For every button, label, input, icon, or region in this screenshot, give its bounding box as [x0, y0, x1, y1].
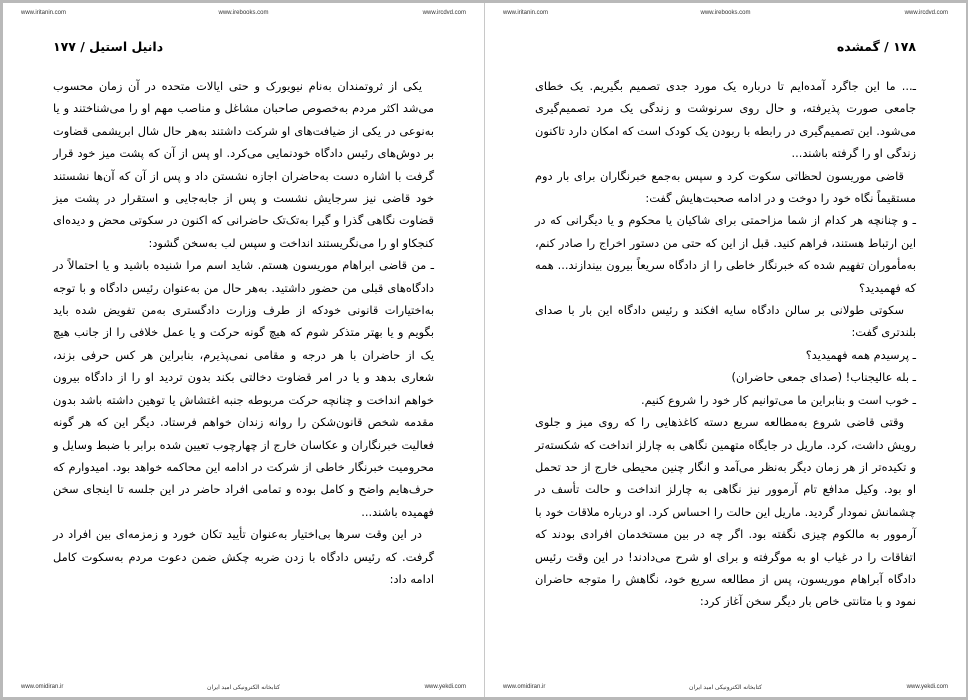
paragraph: ـ... ما این جاگرد آمده‌ایم تا درباره یک مورد جدی تصمیم بگیریم. یک خطای جامعی صورت پذیرفته، و حال روی سرنوشت و زندگی یک مرد تصمیم‌گیری می‌شود. این تصمیم‌گیری در رابطه با ربودن یک کودک است که امکان دارد تاکنون زندگی او را گرفته باشند... — [535, 79, 916, 161]
footer-library-name: کتابخانه الکترونیکی امید ایران — [207, 685, 280, 691]
paragraph: ـ بله عالیجناب! (صدای جمعی حاضران) — [731, 370, 916, 385]
paragraph: ـ و چنانچه هر کدام از شما مزاحمتی برای شاکیان یا محکوم و یا دیگرانی که در این ارتباط هستند، فراهم کنید. قبل از این که حتی من دستور اخراج را صادر کنم، به‌مأموران تفهیم شده که خبرنگار خاطی را از دادگاه سریعاً بیرون بیندازند... همه که فهمیدید؟ — [535, 213, 916, 295]
paragraph: در این وقت سرها بی‌اختیار به‌عنوان تأیید تکان خورد و زمزمه‌ای بین افراد در گرفت. که رئیس دادگاه با زدن ضربه چکش ضمن دعوت مردم به‌سکوت کامل ادامه داد: — [53, 527, 434, 586]
footer-url-right: www.yekdi.com — [906, 684, 948, 690]
footer-url-left: www.omidiran.ir — [21, 684, 64, 690]
paragraph: ـ من قاضی ابراهام موریسون هستم. شاید اسم مرا شنیده باشید و یا احتمالاً در دادگاه‌های قبلی من حضور داشتید. به‌هر حال من به‌عنوان رئیس دادگاه و با توجه به‌اختیارات قانونی خودکه از طرف وزارت دادگستری به‌من تفویض شده باید بگویم و یا بهتر متذکر شوم که هیچ گونه حرکت و یا عمل خلافی را از جانب هیچ یک از حاضران با هر درجه و مقامی نمی‌پذیرم، بنابراین هر کس حرفی بزند، شعاری بدهد و یا در امر قضاوت دخالتی بکند بدون تردید او را از دادگاه بیرون خواهم انداخت و چنانچه حرکت مربوطه جنبه اغتشاش یا توهین داشته باشد بدون مقدمه شخص قانون‌شکن را روانه زندان خواهم فرستاد. دیگر این که هر گونه فعالیت خبرنگاران و عکاسان خارج از چهارچوب تعیین شده برابر با ضبط وسایل و محرومیت خبرنگار خاطی از شرکت در ادامه این محاکمه خواهد بود. امیدوارم که حرف‌هایم واضح و کامل بوده و تمامی افراد حاضر در این جلسه تا اینجای سخن فهمیده باشند... — [53, 258, 434, 519]
header-url-right: www.ircdvd.com — [904, 10, 948, 16]
paragraph: ـ خوب است و بنابراین ما می‌توانیم کار خود را شروع کنیم. — [640, 392, 916, 407]
header-url-left: www.iritanin.com — [503, 10, 549, 16]
running-head: ۱۷۸ / گمشده — [836, 39, 916, 54]
header-url-right: www.ircdvd.com — [422, 10, 466, 16]
footer-urls — [21, 684, 466, 694]
paragraph: قاضی موریسون لحظاتی سکوت کرد و سپس به‌جمع خبرنگاران برای بار دوم مستقیماً نگاه خود را دوخت و در ادامه صحبت‌هایش گفت: — [535, 168, 916, 206]
header-url-center: www.irebooks.com — [218, 10, 269, 16]
header-urls — [503, 10, 948, 20]
header-urls — [21, 10, 466, 20]
footer-url-right: www.yekdi.com — [424, 684, 466, 690]
paragraph: وقتی قاضی شروع به‌مطالعه سریع دسته کاغذهایی را که روی میز و جلوی رویش داشت، کرد. ماریل در جایگاه متهمین نگاهی به چارلز انداخت که شکسته‌تر و تکیده‌تر از هر زمان دیگر به‌نظر می‌آمد و انگار چنین محیطی خارج از حد تحمل او بود. وکیل مدافع تام آرموور نیز نگاهی به چارلز انداخت و حالت تأسف در چشمانش نمودار گردید. ماریل این حالت را احساس کرد. او درباره ملاقات خود با آرموور به مالکوم چیزی نگفته بود. اگر چه در بین مستخدمان افرادی بودند که اتفاقات را در غیاب او به موگرفته و برای او شرح می‌دادند! در این وقت رئیس دادگاه آبراهام موریسون، پس از مطالعه سریع خود، نگاهش را متوجه حاضران نمود و با متانتی خاص بار دیگر سخن آغاز کرد: — [535, 415, 916, 609]
header-url-center: www.irebooks.com — [700, 10, 751, 16]
footer-library-name: کتابخانه الکترونیکی امید ایران — [689, 685, 762, 691]
paragraph: سکوتی طولانی بر سالن دادگاه سایه افکند و رئیس دادگاه این بار با صدای بلندتری گفت: — [535, 303, 916, 340]
right-page — [484, 3, 966, 697]
page-body — [53, 75, 434, 590]
page-body — [535, 75, 916, 613]
left-page — [3, 3, 484, 697]
footer-url-left: www.omidiran.ir — [503, 684, 546, 690]
footer-urls — [503, 684, 948, 694]
paragraph: ـ پرسیدم همه فهمیدید؟ — [805, 347, 916, 362]
paragraph: یکی از ثروتمندان به‌نام نیویورک و حتی ایالات متحده در آن زمان محسوب می‌شد اکثر مردم به‌خصوص صاحبان مشاغل و مناصب مهم او را می‌شناختند و یا به‌نوعی در یکی از ضیافت‌های او شرکت داشتند به‌هر حال شال ابریشمی قضاوت بر دوش‌های رئیس دادگاه خودنمایی می‌کرد. او پس از آن که پشت میز خود قرار گرفت با اشاره دست به‌حاضران اجازه نشستن داد و پس از آن که آن‌ها نشستند خود قاضی نیز سرجایش نشست و پس از جابه‌جایی و استقرار در پشت میز قضاوت نگاهی گذرا و گیرا به‌تک‌تک حاضرانی که اکنون در سکوتی محض و دیده‌ای کنجکاو او را می‌نگریستند انداخت و سپس لب به‌سخن گشود: — [53, 79, 434, 250]
running-head: دانیل استیل / ۱۷۷ — [53, 39, 164, 54]
header-url-left: www.iritanin.com — [21, 10, 67, 16]
